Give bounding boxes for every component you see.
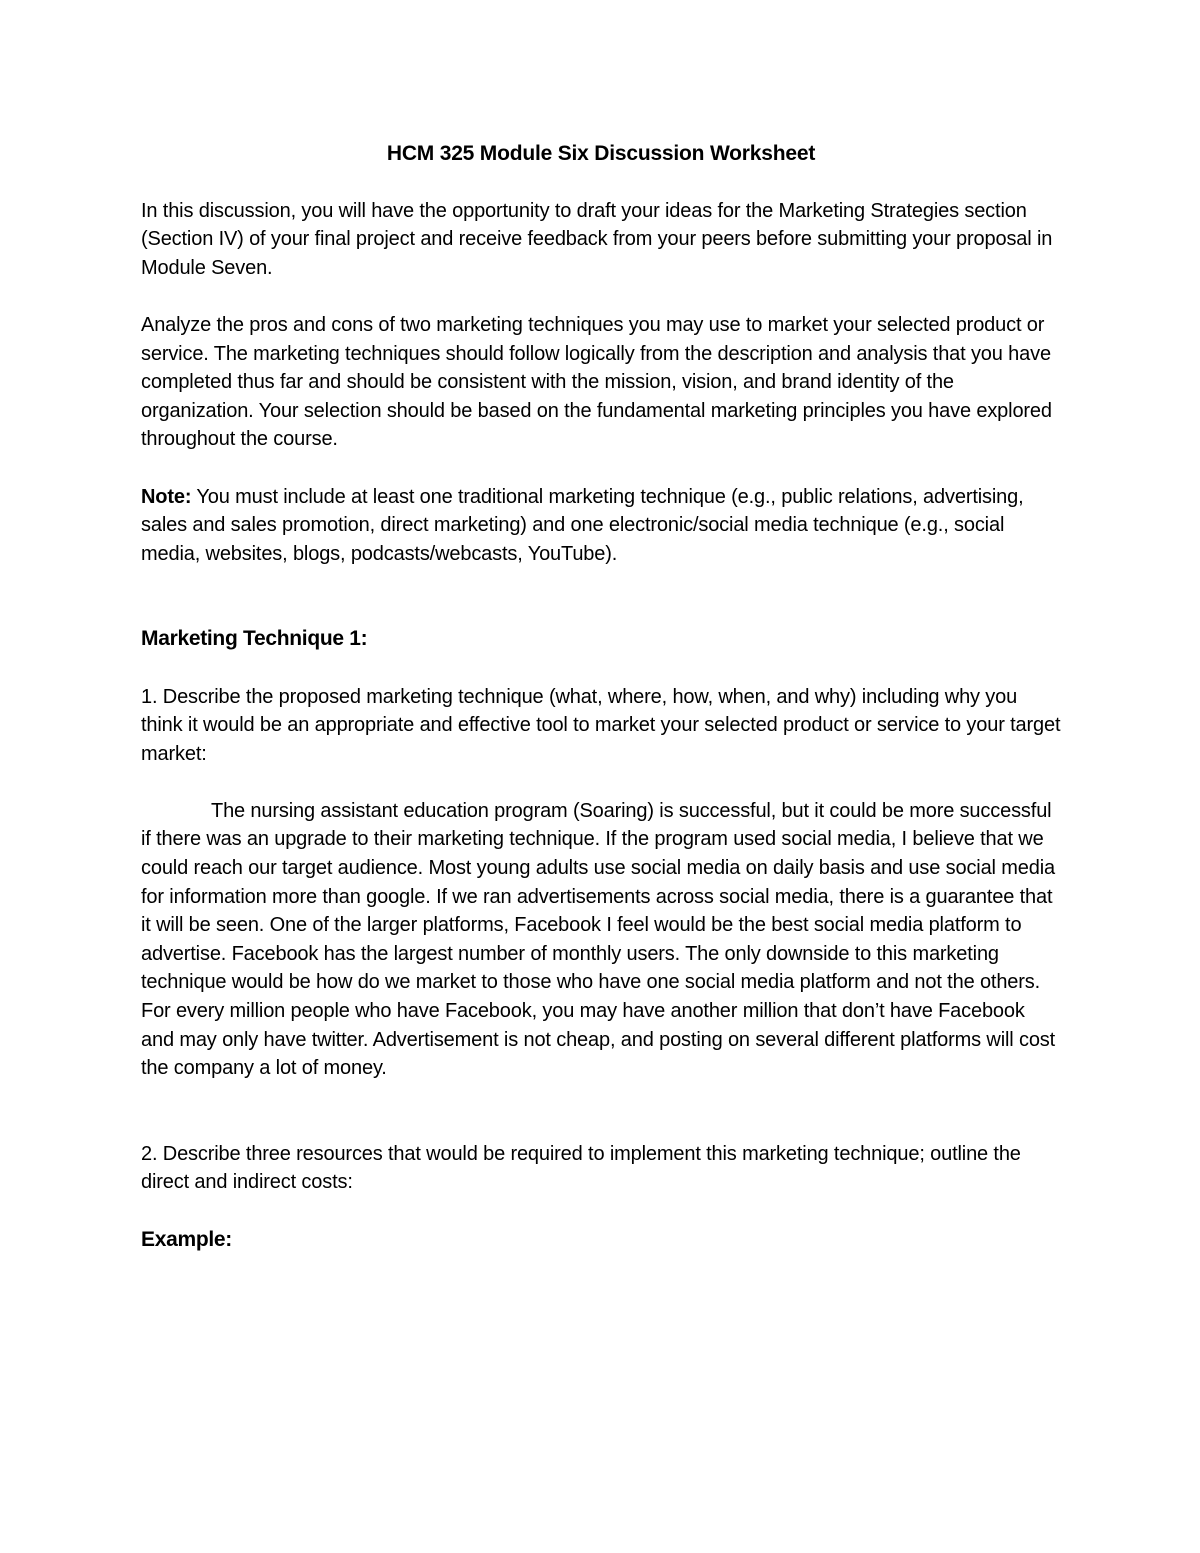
section-heading: Marketing Technique 1:: [141, 627, 368, 651]
note-text: You must include at least one traditional marketing technique (e.g., public relations, advertising, sales and sales promotion, direct marketing) and one electronic/social media technique (e.g., social media, websites, blogs, podcasts/webcasts, YouTube).: [141, 485, 1024, 565]
question-2: 2. Describe three resources that would be required to implement this marketing technique; outline the direct and indirect costs:: [141, 1142, 1021, 1194]
document-body: [141, 140, 1061, 1283]
example-label: Example:: [141, 1227, 232, 1251]
instructions-paragraph: Analyze the pros and cons of two marketing techniques you may use to market your selected product or service. The marketing techniques should follow logically from the description and analysis that you have completed thus far and should be consistent with the mission, vision, and brand identity of the organization. Your selection should be based on the fundamental marketing principles you have explored throughout the course.: [141, 313, 1052, 451]
note-paragraph: [141, 483, 1061, 569]
note-label: Note:: [141, 485, 192, 508]
answer-1: The nursing assistant education program (Soaring) is successful, but it could be more successful if there was an upgrade to their marketing technique. If the program used social media, I believe that we could reach our target audience. Most young adults use social media on daily basis and use social media for information more than google. If we ran advertisements across social media, there is a guarantee that it will be seen. One of the larger platforms, Facebook I feel would be the best social media platform to advertise. Facebook has the largest number of monthly users. The only downside to this marketing technique would be how do we market to those who have one social media platform and not the others. For every million people who have Facebook, you may have another million that don’t have Facebook and may only have twitter. Advertisement is not cheap, and posting on several different platforms will cost the company a lot of money.: [141, 799, 1056, 1080]
question-1: 1. Describe the proposed marketing technique (what, where, how, when, and why) including why you think it would be an appropriate and effective tool to market your selected product or service to your target market:: [141, 685, 1061, 765]
intro-paragraph: In this discussion, you will have the opportunity to draft your ideas for the Marketing Strategies section (Section IV) of your final project and receive feedback from your peers before submitting your proposal in Module Seven.: [141, 199, 1053, 279]
page-title: HCM 325 Module Six Discussion Worksheet: [386, 142, 816, 165]
